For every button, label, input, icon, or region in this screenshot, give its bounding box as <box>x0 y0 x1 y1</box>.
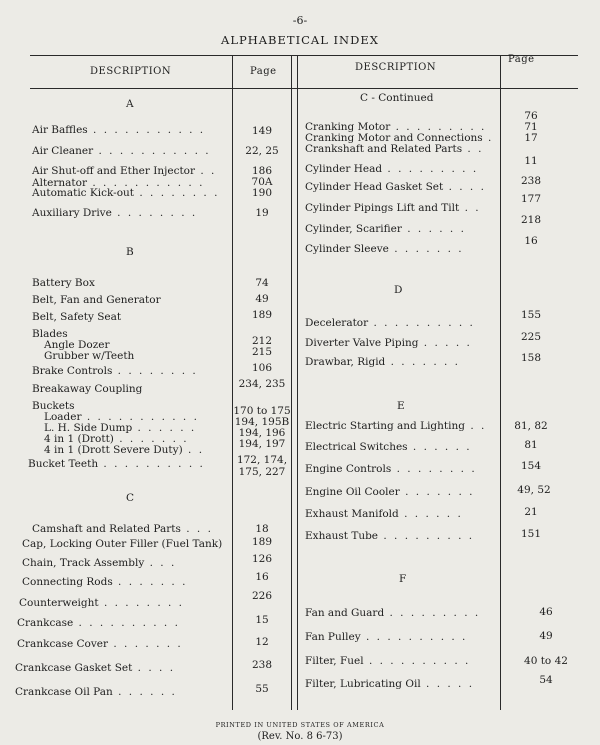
index-entry: Filter, Fuel . . . . . . . . . . <box>305 655 471 667</box>
page-ref: 18 <box>255 523 269 535</box>
revision-note: (Rev. No. 8 6-73) <box>257 731 343 742</box>
index-entry: Grubber w/Teeth <box>44 350 135 362</box>
page-ref: 16 <box>255 571 269 583</box>
index-entry: Connecting Rods . . . . . . . <box>22 576 188 588</box>
index-entry: Engine Controls . . . . . . . . <box>305 463 477 475</box>
page-ref: 81, 82 <box>514 420 548 432</box>
page-ref: 19 <box>255 207 269 219</box>
page-ref: 81 <box>524 439 538 451</box>
page-ref: 226 <box>251 590 273 602</box>
page-ref: 49 <box>539 630 553 642</box>
index-entry: Belt, Fan and Generator <box>32 294 161 306</box>
index-entry: Bucket Teeth . . . . . . . . . . <box>28 458 205 470</box>
page-ref: 238 <box>520 175 542 187</box>
page-ref: 225 <box>520 331 542 343</box>
index-entry: Crankcase Oil Pan . . . . . . <box>15 686 177 698</box>
page-ref: 49, 52 <box>517 484 551 496</box>
section-letter: B <box>126 246 134 258</box>
left-description-header: DESCRIPTION <box>90 66 172 77</box>
index-entry: Diverter Valve Piping . . . . . <box>305 337 472 349</box>
page-ref: 190 <box>251 187 273 199</box>
index-entry: Fan Pulley . . . . . . . . . . <box>305 631 468 643</box>
index-entry: Exhaust Tube . . . . . . . . . <box>305 530 475 542</box>
index-entry: Chain, Track Assembly . . . <box>22 557 177 569</box>
center-rule-a <box>291 55 292 710</box>
index-entry: Filter, Lubricating Oil . . . . . <box>305 678 475 690</box>
page-ref: 49 <box>255 293 269 305</box>
page-ref: 170 to 175 <box>233 405 291 417</box>
index-entry: Engine Oil Cooler . . . . . . . <box>305 486 475 498</box>
index-entry: Crankcase . . . . . . . . . . <box>17 617 180 629</box>
page-ref: 21 <box>524 506 538 518</box>
printed-notice: PRINTED IN UNITED STATES OF AMERICA <box>215 721 385 729</box>
index-entry: Cylinder Head . . . . . . . . . <box>305 163 479 175</box>
index-entry: Air Cleaner . . . . . . . . . . . <box>32 145 211 157</box>
index-entry: Crankcase Gasket Set . . . . <box>15 662 176 674</box>
index-entry: L. H. Side Dump . . . . . . <box>44 422 197 434</box>
page-ref: 15 <box>255 614 269 626</box>
index-entry: Cap, Locking Outer Filler (Fuel Tank) <box>22 538 223 550</box>
section-letter: E <box>397 400 405 412</box>
index-entry: Cylinder Pipings Lift and Tilt . . <box>305 202 481 214</box>
page-ref: 40 to 42 <box>524 655 568 667</box>
index-entry: Cranking Motor and Connections . <box>305 132 494 144</box>
page-ref: 12 <box>255 636 269 648</box>
index-entry: Electrical Switches . . . . . . <box>305 441 472 453</box>
index-entry: Blades <box>32 328 68 340</box>
page-ref: 11 <box>524 155 538 167</box>
page-ref: 46 <box>539 606 553 618</box>
index-entry: Decelerator . . . . . . . . . . <box>305 317 475 329</box>
index-entry: Electric Starting and Lighting . . <box>305 420 487 432</box>
page-ref: 154 <box>520 460 542 472</box>
page-ref: 106 <box>251 362 273 374</box>
index-entry: Cylinder, Scarifier . . . . . . <box>305 223 466 235</box>
index-entry: Auxiliary Drive . . . . . . . . <box>32 207 198 219</box>
index-entry: 4 in 1 (Drott) . . . . . . . <box>44 433 189 445</box>
page-ref: 149 <box>251 125 273 137</box>
index-entry: Brake Controls . . . . . . . . <box>32 365 198 377</box>
page-ref: 238 <box>251 659 273 671</box>
left-page-header: Page <box>250 66 277 77</box>
page-ref: 189 <box>251 536 273 548</box>
index-entry: Cranking Motor . . . . . . . . . <box>305 121 487 133</box>
index-entry: Cylinder Sleeve . . . . . . . <box>305 243 464 255</box>
section-letter: C <box>126 492 135 504</box>
section-letter: C - Continued <box>360 92 434 104</box>
index-entry: Camshaft and Related Parts . . . <box>32 523 213 535</box>
page-ref: 212 <box>251 335 273 347</box>
header-bottom-rule <box>30 88 578 89</box>
page-ref: 194, 195B <box>234 416 290 428</box>
page-ref: 17 <box>524 132 538 144</box>
index-entry: Belt, Safety Seat <box>32 311 122 323</box>
index-entry: Counterweight . . . . . . . . <box>19 597 185 609</box>
page-ref: 126 <box>251 553 273 565</box>
page-ref: 22, 25 <box>245 145 279 157</box>
page-ref: 186 <box>251 165 273 177</box>
page-ref: 71 <box>524 121 538 133</box>
section-letter: F <box>399 573 407 585</box>
index-entry: Air Shut-off and Ether Injector . . <box>32 165 217 177</box>
page-title: ALPHABETICAL INDEX <box>221 33 379 47</box>
page-ref: 189 <box>251 309 273 321</box>
index-entry: Air Baffles . . . . . . . . . . . <box>32 124 206 136</box>
index-entry: Crankcase Cover . . . . . . . <box>17 638 183 650</box>
page-ref: 70A <box>251 176 273 188</box>
center-rule-b <box>297 55 298 710</box>
page-ref: 155 <box>520 309 542 321</box>
page-ref: 54 <box>539 674 553 686</box>
page-number: -6- <box>292 14 308 27</box>
page-ref: 158 <box>520 352 542 364</box>
page-ref: 177 <box>520 193 542 205</box>
page-ref: 218 <box>520 214 542 226</box>
page-ref: 215 <box>251 346 273 358</box>
right-page-header: Page <box>508 54 535 65</box>
page-ref: 234, 235 <box>238 378 286 390</box>
page-ref: 175, 227 <box>238 466 286 478</box>
page-ref: 55 <box>255 683 269 695</box>
index-entry: Breakaway Coupling <box>32 383 143 395</box>
index-entry: Drawbar, Rigid . . . . . . . <box>305 356 461 368</box>
page-ref: 16 <box>524 235 538 247</box>
page-ref: 194, 197 <box>238 438 286 450</box>
index-entry: Loader . . . . . . . . . . . <box>44 411 199 423</box>
index-entry: Exhaust Manifold . . . . . . <box>305 508 463 520</box>
index-entry: 4 in 1 (Drott Severe Duty) . . <box>44 444 205 456</box>
page-ref: 74 <box>255 277 269 289</box>
right-description-header: DESCRIPTION <box>355 62 437 73</box>
index-entry: Buckets <box>32 400 75 412</box>
index-entry: Angle Dozer <box>44 339 110 351</box>
page-ref: 151 <box>520 528 542 540</box>
index-entry: Automatic Kick-out . . . . . . . . <box>32 187 220 199</box>
section-letter: D <box>394 284 403 296</box>
index-entry: Crankshaft and Related Parts . . <box>305 143 484 155</box>
index-entry: Cylinder Head Gasket Set . . . . <box>305 181 486 193</box>
index-entry: Alternator . . . . . . . . . . . <box>32 177 205 189</box>
page-ref: 194, 196 <box>238 427 286 439</box>
table-top-rule <box>30 55 578 56</box>
page-ref: 76 <box>524 110 538 122</box>
index-entry: Fan and Guard . . . . . . . . . <box>305 607 481 619</box>
section-letter: A <box>126 98 134 110</box>
page-ref: 172, 174, <box>236 454 288 466</box>
index-entry: Battery Box <box>32 277 95 289</box>
